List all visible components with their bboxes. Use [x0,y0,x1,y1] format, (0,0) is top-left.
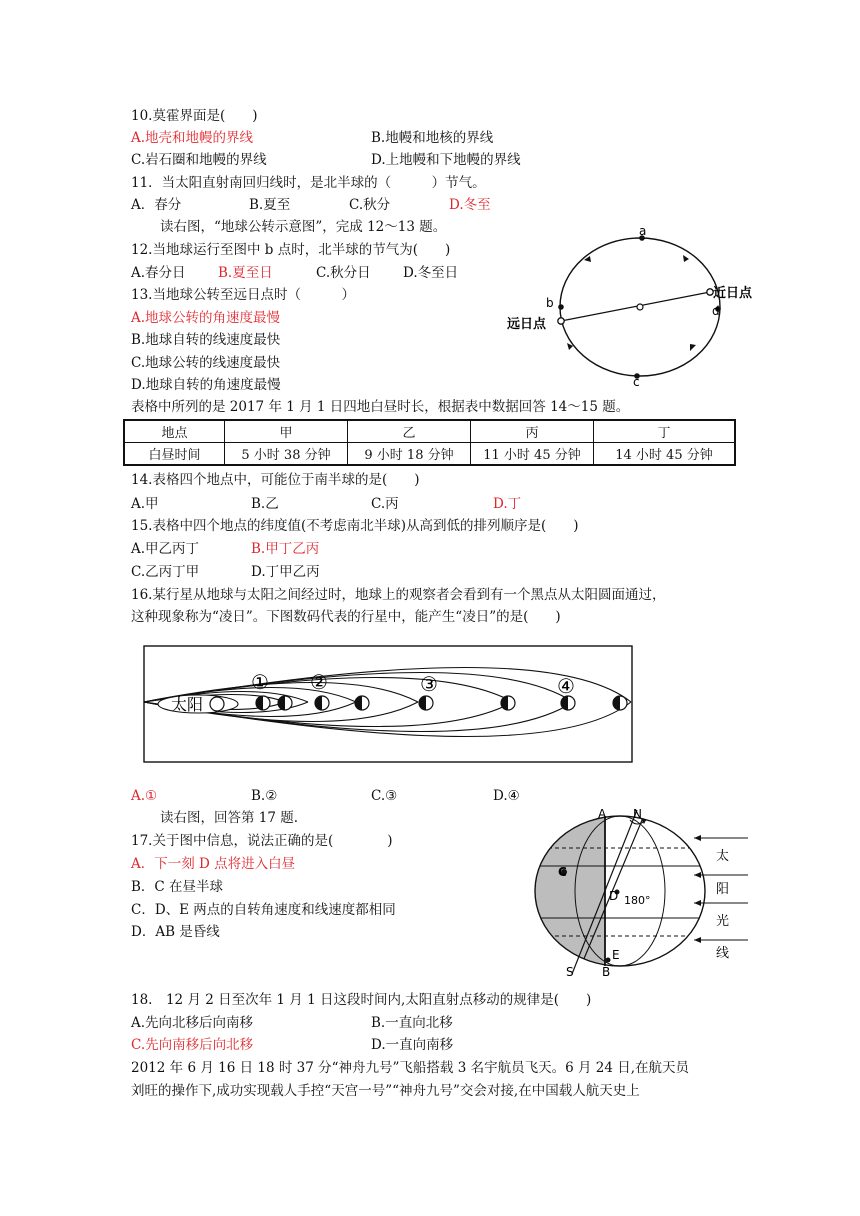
passage-line1: 2012 年 6 月 16 日 18 时 37 分“神舟九号”飞船搭载 3 名宇航员飞天。6 月 24 日,在航天员 [131,1060,690,1076]
globe-label-N: N [633,808,642,821]
aphelion-label: 远日点 [507,317,547,332]
intro-17: 读右图，回答第 17 题. [160,810,299,826]
planet-number-3: ③ [420,672,438,696]
q11-option-d: D.冬至 [449,197,491,213]
q10-option-a: A.地壳和地幔的界线 [131,130,254,146]
q12-stem: 12.当地球运行至图中 b 点时，北半球的节气为( ) [131,242,451,258]
globe-illumination-diagram [520,808,752,978]
sun-label: 太阳 [171,695,204,714]
globe-label-E: E [612,948,620,962]
table-header-row [124,420,735,443]
planet-marker [315,696,329,710]
q11-option-a: A．春分 [131,197,182,213]
planet-marker [613,696,627,710]
table-cell: 14 小时 45 分钟 [594,443,736,466]
q10-option-b: B.地幔和地核的界线 [371,130,494,146]
table-cell: 白昼时间 [124,443,225,466]
sunlight-char: 光 [716,914,730,929]
planet-marker [501,696,515,710]
q18-stem: 18. 12 月 2 日至次年 1 月 1 日这段时间内,太阳直射点移动的规律是( ) [131,992,592,1008]
table-cell: 11 小时 45 分钟 [471,443,594,466]
planet-number-4: ④ [557,674,575,698]
orbit-label-b: b [546,296,554,310]
globe-label-D: D [609,889,619,903]
q15-option-d: D.丁甲乙丙 [251,564,320,580]
q15-option-b: B.甲丁乙丙 [251,541,320,557]
globe-label-180: 180° [624,894,651,907]
q12-option-c: C.秋分日 [316,265,371,281]
sunlight-char: 阳 [716,882,730,897]
q15-stem: 15.表格中四个地点的纬度值(不考虑南北半球)从高到低的排列顺序是( ) [131,518,579,534]
orbit-label-a: a [639,225,647,238]
q13-option-b: B.地球自转的线速度最快 [131,332,281,348]
table-row [124,443,735,466]
globe-label-A: A [598,808,607,821]
orbit-label-c: c [633,375,640,389]
q16-option-d: D.④ [493,788,520,804]
q18-option-a: A.先向北移后向南移 [131,1015,254,1031]
planet-marker [355,696,369,710]
earth-orbit-diagram [500,225,770,395]
q18-option-c: C.先向南移后向北移 [131,1037,254,1053]
planet-marker [561,696,575,710]
intro-14-15: 表格中所列的是 2017 年 1 月 1 日四地白昼时长，根据表中数据回答 14～15 题。 [131,399,630,415]
globe-label-B: B [602,965,611,978]
q10-option-d: D.上地幔和下地幔的界线 [371,152,521,168]
q17-option-c: C．D、E 两点的自转角速度和线速度都相同 [131,902,396,918]
q12-option-a: A.春分日 [131,265,186,281]
q14-stem: 14.表格四个地点中，可能位于南半球的是( ) [131,472,420,488]
table-header-cell: 丁 [594,420,736,443]
q16-option-b: B.② [251,788,278,804]
q16-option-a: A.① [131,788,158,804]
q11-stem: 11．当太阳直射南回归线时，是北半球的（ ）节气。 [131,175,486,191]
q16-stem-line2: 这种现象称为“凌日”。下图数码代表的行星中，能产生“凌日”的是( ) [131,609,561,625]
table-cell: 5 小时 38 分钟 [225,443,348,466]
q10-option-c: C.岩石圈和地幔的界线 [131,152,267,168]
planet-marker [419,696,433,710]
daylight-table [123,419,736,466]
q17-option-a: A．下一刻 D 点将进入白昼 [131,856,296,872]
orbit-label-d: d [712,304,720,318]
q13-option-d: D.地球自转的角速度最慢 [131,377,281,393]
q12-option-d: D.冬至日 [403,265,459,281]
q13-stem: 13.当地球公转至远日点时（ ） [131,287,355,303]
q10-stem: 10.莫霍界面是( ) [131,108,258,124]
perihelion-label: 近日点 [713,286,753,301]
q16-stem-line1: 16.某行星从地球与太阳之间经过时，地球上的观察者会看到有一个黑点从太阳圆面通过， [131,587,666,603]
globe-label-S: S [566,965,574,978]
table-header-cell: 丙 [471,420,594,443]
planet-number-1: ① [251,670,269,694]
intro-12-13: 读右图，“地球公转示意图”，完成 12～13 题。 [160,219,447,235]
planet-orbits-diagram [143,645,633,763]
q16-option-c: C.③ [371,788,398,804]
q17-stem: 17.关于图中信息，说法正确的是( ) [131,833,393,849]
q15-option-a: A.甲乙丙丁 [131,541,200,557]
planet-marker [278,696,292,710]
table-header-cell: 地点 [124,420,225,443]
q18-option-d: D.一直向南移 [371,1037,454,1053]
q14-option-c: C.丙 [371,496,399,512]
q15-option-c: C.乙丙丁甲 [131,564,200,580]
q13-option-c: C.地球公转的线速度最快 [131,355,281,371]
planet-number-2: ② [310,670,328,694]
q17-option-b: B．C 在昼半球 [131,879,224,895]
sunlight-char: 线 [716,946,730,961]
q11-option-b: B.夏至 [249,197,291,213]
planet-marker [256,696,270,710]
q11-option-c: C.秋分 [349,197,391,213]
q17-option-d: D．AB 是昏线 [131,924,220,940]
q14-option-a: A.甲 [131,496,159,512]
passage-line2: 刘旺的操作下,成功实现载人手控“天宫一号”“神舟九号”交会对接,在中国载人航天史上 [131,1083,640,1099]
q14-option-d: D.丁 [493,496,522,512]
q12-option-b: B.夏至日 [218,265,273,281]
q14-option-b: B.乙 [251,496,279,512]
sunlight-char: 太 [716,849,730,864]
table-header-cell: 乙 [348,420,471,443]
q18-option-b: B.一直向北移 [371,1015,453,1031]
table-header-cell: 甲 [225,420,348,443]
q13-option-a: A.地球公转的角速度最慢 [131,310,281,326]
table-cell: 9 小时 18 分钟 [348,443,471,466]
globe-label-C: C [558,865,567,879]
